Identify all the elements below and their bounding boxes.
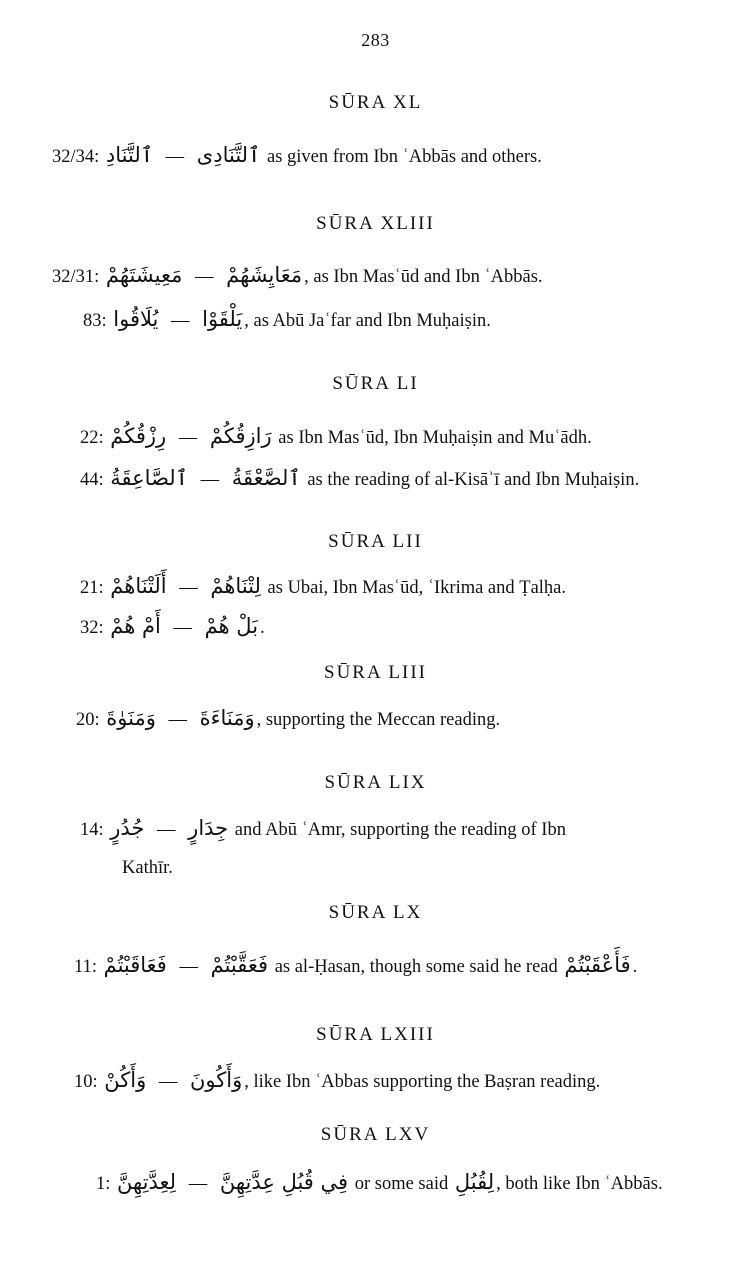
entry-text: .: [260, 618, 265, 638]
entry-text: as al-Ḥasan, though some said he read: [274, 957, 558, 977]
arabic-reading: فَعَاقَبْتُمْ: [103, 953, 167, 977]
arabic-variant: بَلْ هُمْ: [204, 614, 259, 638]
dash: —: [168, 710, 187, 730]
entry-text: or some said: [354, 1174, 449, 1194]
verse-ref: 32/34:: [52, 147, 100, 167]
entry-text: , like Ibn ʿAbbas supporting the Baṣran reading.: [244, 1072, 601, 1092]
arabic-reading: ٱلصَّاعِقَةُ: [110, 466, 188, 490]
arabic-variant: فَعَقَّبْتُمْ: [210, 953, 269, 977]
verse-ref: 20:: [76, 710, 100, 730]
arabic-variant: وَأَكُونَ: [189, 1068, 243, 1092]
arabic-reading: مَعِيشَتَهُمْ: [105, 263, 183, 287]
entry-tail: .: [632, 957, 638, 977]
reading-entry: [52, 143, 542, 169]
sura-heading: SŪRA XLIII: [316, 213, 435, 234]
reading-entry: [96, 1170, 663, 1196]
dash: —: [157, 820, 176, 840]
arabic-variant: جِدَارٍ: [188, 816, 229, 840]
dash: —: [171, 311, 190, 331]
sura-heading: SŪRA LIII: [324, 662, 427, 683]
arabic-variant: وَمَنَاءَةَ: [199, 706, 255, 730]
entry-text: as Ubai, Ibn Masʿūd, ʿIkrima and Ṭalḥa.: [267, 578, 567, 598]
entry-continuation: Kathīr.: [122, 858, 173, 878]
arabic-reading: لِعِدَّتِهِنَّ: [117, 1170, 177, 1194]
arabic-reading: رِزْقُكُمْ: [110, 424, 167, 448]
arabic-alternative: فَأَعْقَبْتُمْ: [564, 953, 631, 977]
reading-entry: [80, 466, 639, 492]
reading-entry: [80, 816, 566, 842]
reading-entry: [52, 263, 543, 289]
sura-heading: SŪRA LX: [328, 902, 423, 923]
dash: —: [179, 957, 198, 977]
reading-entry: [80, 424, 592, 450]
dash: —: [194, 267, 214, 287]
reading-entry: [83, 307, 491, 333]
verse-ref: 22:: [80, 428, 104, 448]
arabic-variant: فِي قُبُلِ عِدَّتِهِنَّ: [219, 1170, 349, 1194]
verse-ref: 10:: [74, 1072, 98, 1092]
arabic-reading: أَلَتْنَاهُمْ: [110, 574, 167, 598]
sura-heading: SŪRA LII: [328, 531, 423, 552]
entry-text: as given from Ibn ʿAbbās and others.: [267, 147, 542, 167]
entry-text: , supporting the Meccan reading.: [256, 710, 501, 730]
entry-text: and Abū ʿAmr, supporting the reading of Ibn: [234, 820, 566, 840]
verse-ref: 83:: [83, 311, 107, 331]
verse-ref: 44:: [80, 470, 104, 490]
arabic-reading: وَأَكُنْ: [104, 1068, 147, 1092]
reading-entry: [74, 1068, 600, 1094]
reading-entry: [74, 953, 637, 979]
verse-ref: 14:: [80, 820, 104, 840]
arabic-variant: يَلْقَوْا: [202, 307, 243, 331]
reading-entry: [80, 614, 265, 640]
dash: —: [188, 1174, 208, 1194]
sura-heading: SŪRA XL: [328, 92, 423, 113]
verse-ref: 21:: [80, 578, 104, 598]
arabic-variant: مَعَايِشَهُمْ: [226, 263, 303, 287]
arabic-alternative: لِقُبُلِ: [454, 1170, 495, 1194]
arabic-reading: وَمَنَوٰةَ: [106, 706, 156, 730]
verse-ref: 11:: [74, 957, 97, 977]
arabic-variant: ٱلصَّعْقَةُ: [231, 466, 301, 490]
arabic-variant: رَازِقُكُمْ: [209, 424, 272, 448]
dash: —: [158, 1072, 178, 1092]
arabic-variant: لِتْنَاهُمْ: [210, 574, 261, 598]
entry-text: , as Abū Jaʿfar and Ibn Muḥaiṣin.: [244, 311, 491, 331]
arabic-reading: ٱلتَّنَادِ: [105, 143, 154, 167]
sura-heading: SŪRA LI: [332, 373, 419, 394]
entry-text: as Ibn Masʿūd, Ibn Muḥaiṣin and Muʿādh.: [278, 428, 592, 448]
dash: —: [178, 428, 198, 448]
verse-ref: 32:: [80, 618, 104, 638]
arabic-reading: أَمْ هُمْ: [110, 614, 161, 638]
reading-entry: [76, 706, 500, 732]
page-number: 283: [361, 30, 390, 50]
dash: —: [173, 618, 192, 638]
entry-tail: , both like Ibn ʿAbbās.: [496, 1174, 663, 1194]
entry-text: as the reading of al-Kisāʾī and Ibn Muḥaiṣin.: [307, 470, 640, 490]
arabic-reading: جُدُرٍ: [110, 816, 145, 840]
dash: —: [200, 470, 220, 490]
arabic-variant: ٱلتَّنَادِى: [196, 143, 261, 167]
dash: —: [165, 147, 185, 167]
verse-ref: 32/31:: [52, 267, 100, 287]
entry-text: , as Ibn Masʿūd and Ibn ʿAbbās.: [304, 267, 543, 287]
sura-heading: SŪRA LXV: [320, 1124, 431, 1145]
sura-heading: SŪRA LIX: [324, 772, 427, 793]
reading-entry: [80, 574, 566, 600]
arabic-reading: يُلَاقُوا: [113, 307, 159, 331]
sura-heading: SŪRA LXIII: [316, 1024, 435, 1045]
verse-ref: 1:: [96, 1174, 111, 1194]
dash: —: [179, 578, 198, 598]
